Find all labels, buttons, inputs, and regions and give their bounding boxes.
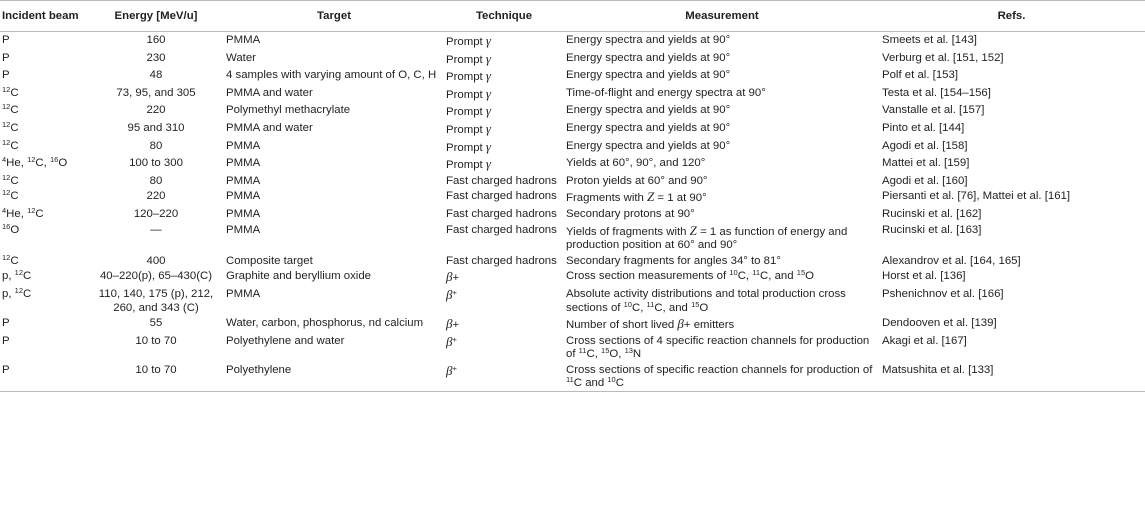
cell-measurement: Yields at 60°, 90°, and 120° — [566, 157, 706, 170]
header-energy: Energy [MeV/u] — [114, 10, 198, 22]
cell-technique: Prompt γ — [446, 120, 492, 136]
table-row — [0, 333, 1145, 362]
cell-energy: 10 to 70 — [135, 334, 177, 347]
cell-refs: Dendooven et al. [139] — [882, 317, 997, 330]
cell-incident-beam: $^{12}$C — [2, 84, 19, 99]
cell-measurement: Energy spectra and yields at 90° — [566, 139, 731, 152]
table-row — [0, 32, 1145, 50]
cell-incident-beam: $^{12}$C — [2, 172, 19, 187]
cell-target: PMMA — [226, 139, 261, 152]
cell-target: PMMA — [226, 157, 261, 170]
cell-incident-beam: $^{16}$O — [2, 221, 20, 236]
table-row — [0, 173, 1145, 189]
cell-incident-beam: $^{12}$C — [2, 188, 19, 203]
cell-technique: Fast charged hadrons — [446, 207, 557, 220]
cell-measurement: Energy spectra and yields at 90° — [566, 69, 731, 82]
cell-technique: Fast charged hadrons — [446, 190, 557, 203]
cell-refs: Mattei et al. [159] — [882, 157, 970, 170]
cell-technique: Prompt γ — [446, 68, 492, 84]
cell-measurement: Secondary protons at 90° — [566, 207, 695, 220]
table-row — [0, 67, 1145, 85]
cell-target: PMMA — [226, 34, 261, 46]
cell-incident-beam: $^{12}$C — [2, 102, 19, 117]
cell-technique: β+ — [446, 269, 460, 285]
cell-refs: Rucinski et al. [163] — [882, 223, 982, 236]
cell-refs: Horst et al. [136] — [882, 270, 966, 283]
cell-refs: Verburg et al. [151, 152] — [882, 51, 1004, 64]
cell-technique: β+ — [446, 333, 457, 349]
cell-energy: 220 — [146, 190, 166, 203]
cell-energy: 100 to 300 — [129, 157, 183, 170]
cell-incident-beam: $^{12}$C — [2, 119, 19, 134]
cell-energy: 220 — [146, 104, 166, 117]
table-row — [0, 120, 1145, 138]
header-incident-beam: Incident beam — [2, 10, 79, 22]
cell-target: Graphite and beryllium oxide — [226, 270, 371, 283]
cell-technique: Fast charged hadrons — [446, 254, 557, 267]
cell-technique: β+ — [446, 286, 457, 302]
cell-measurement: Energy spectra and yields at 90° — [566, 34, 731, 46]
cell-incident-beam: $^{12}$C — [2, 252, 19, 267]
cell-technique: Prompt γ — [446, 156, 492, 172]
cell-refs: Akagi et al. [167] — [882, 334, 967, 347]
cell-incident-beam: P — [2, 363, 10, 376]
cell-refs: Rucinski et al. [162] — [882, 207, 982, 220]
cell-measurement: Absolute activity distributions and total production cross sections of $^{10}$C, $^{11}$C, and $^{15}$O — [566, 287, 846, 314]
cell-incident-beam: P — [2, 51, 10, 64]
cell-energy: 110, 140, 175 (p), 212, 260, and 343 (C) — [98, 287, 214, 314]
cell-technique: β+ — [446, 362, 457, 378]
cell-target: PMMA — [226, 223, 261, 236]
header-technique: Technique — [475, 10, 533, 22]
cell-refs: Vanstalle et al. [157] — [882, 104, 985, 117]
table-row — [0, 188, 1145, 206]
cell-incident-beam: p, $^{12}$C — [2, 285, 32, 300]
cell-energy: 80 — [149, 174, 163, 187]
cell-technique: Prompt γ — [446, 50, 492, 66]
cell-technique: Prompt γ — [446, 138, 492, 154]
header-refs: Refs. — [997, 10, 1026, 22]
cell-technique: β+ — [446, 316, 460, 332]
cell-measurement: Time-of-flight and energy spectra at 90° — [566, 86, 766, 99]
cell-energy: 160 — [146, 34, 166, 46]
cell-incident-beam: p, $^{12}$C — [2, 268, 32, 283]
cell-target: Water — [226, 51, 256, 64]
cell-refs: Agodi et al. [160] — [882, 174, 968, 187]
cell-target: PMMA and water — [226, 86, 313, 99]
cell-target: PMMA — [226, 174, 261, 187]
cell-measurement: Secondary fragments for angles 34° to 81° — [566, 254, 781, 267]
cell-incident-beam: P — [2, 317, 10, 330]
cell-measurement: Cross sections of specific reaction channels for production of $^{11}$C and $^{10}$C — [566, 363, 873, 390]
cell-incident-beam: $^4$He, $^{12}$C, $^{16}$O — [2, 155, 68, 170]
cell-energy: 55 — [149, 317, 163, 330]
table-body — [0, 32, 1145, 392]
cell-incident-beam: P — [2, 69, 10, 82]
cell-refs: Agodi et al. [158] — [882, 139, 968, 152]
cell-refs: Pshenichnov et al. [166] — [882, 287, 1004, 300]
cell-energy: 95 and 310 — [127, 121, 185, 134]
cell-target: Polymethyl methacrylate — [226, 104, 351, 117]
table-row — [0, 155, 1145, 173]
cell-target: PMMA — [226, 287, 261, 300]
cell-refs: Piersanti et al. [76], Mattei et al. [161] — [882, 190, 1071, 203]
cell-target: PMMA and water — [226, 121, 313, 134]
cell-refs: Polf et al. [153] — [882, 69, 958, 82]
cell-technique: Prompt γ — [446, 33, 492, 48]
table-row — [0, 253, 1145, 269]
table-row — [0, 206, 1145, 222]
cell-target: Polyethylene — [226, 363, 292, 376]
cell-target: Water, carbon, phosphorus, nd calcium — [226, 317, 424, 330]
table-row — [0, 222, 1145, 253]
cell-energy: — — [150, 223, 162, 236]
cell-measurement: Yields of fragments with Z = 1 as function of energy and production position at 60° and 90° — [566, 222, 848, 252]
cell-refs: Smeets et al. [143] — [882, 34, 977, 46]
cell-target: PMMA — [226, 190, 261, 203]
cell-measurement: Proton yields at 60° and 90° — [566, 174, 708, 187]
cell-energy: 40–220(p), 65–430(C) — [99, 270, 213, 283]
cell-technique: Prompt γ — [446, 85, 492, 101]
table-row — [0, 268, 1145, 286]
cell-energy: 80 — [149, 139, 163, 152]
cell-measurement: Energy spectra and yields at 90° — [566, 51, 731, 64]
cell-measurement: Fragments with Z = 1 at 90° — [566, 189, 707, 205]
cell-target: Polyethylene and water — [226, 334, 345, 347]
cell-refs: Matsushita et al. [133] — [882, 363, 994, 376]
table-row — [0, 286, 1145, 315]
cell-measurement: Energy spectra and yields at 90° — [566, 121, 731, 134]
table-row — [0, 138, 1145, 156]
cell-incident-beam: $^4$He, $^{12}$C — [2, 205, 44, 220]
cell-energy: 48 — [149, 69, 163, 82]
table-row — [0, 102, 1145, 120]
cell-incident-beam: $^{12}$C — [2, 137, 19, 152]
cell-energy: 73, 95, and 305 — [116, 86, 196, 99]
cell-incident-beam: P — [2, 334, 10, 347]
cell-incident-beam: P — [2, 34, 10, 46]
cell-measurement: Number of short lived β+ emitters — [566, 316, 735, 332]
header-row — [0, 1, 1145, 32]
cell-measurement: Cross section measurements of $^{10}$C, $^{11}$C, and $^{15}$O — [566, 268, 814, 283]
cell-technique: Prompt γ — [446, 103, 492, 119]
table-row — [0, 362, 1145, 392]
header-measurement: Measurement — [685, 10, 759, 22]
cell-target: Composite target — [226, 254, 313, 267]
cell-energy: 400 — [146, 254, 166, 267]
cell-refs: Testa et al. [154–156] — [882, 86, 991, 99]
cell-energy: 120–220 — [133, 207, 179, 220]
cell-target: PMMA — [226, 207, 261, 220]
cell-measurement: Energy spectra and yields at 90° — [566, 104, 731, 117]
table-header — [0, 1, 1145, 32]
header-target: Target — [317, 10, 351, 22]
table-row — [0, 85, 1145, 103]
table-row — [0, 315, 1145, 333]
cell-refs: Alexandrov et al. [164, 165] — [882, 254, 1021, 267]
cell-refs: Pinto et al. [144] — [882, 121, 965, 134]
cell-target: 4 samples with varying amount of O, C, H — [226, 69, 437, 82]
table-row — [0, 50, 1145, 68]
cell-measurement: Cross sections of 4 specific reaction channels for production of $^{11}$C, $^{15}$O, $^{13}$N — [566, 334, 870, 361]
cell-energy: 10 to 70 — [135, 363, 177, 376]
cell-energy: 230 — [146, 51, 166, 64]
cell-technique: Fast charged hadrons — [446, 174, 557, 187]
cell-technique: Fast charged hadrons — [446, 223, 557, 236]
